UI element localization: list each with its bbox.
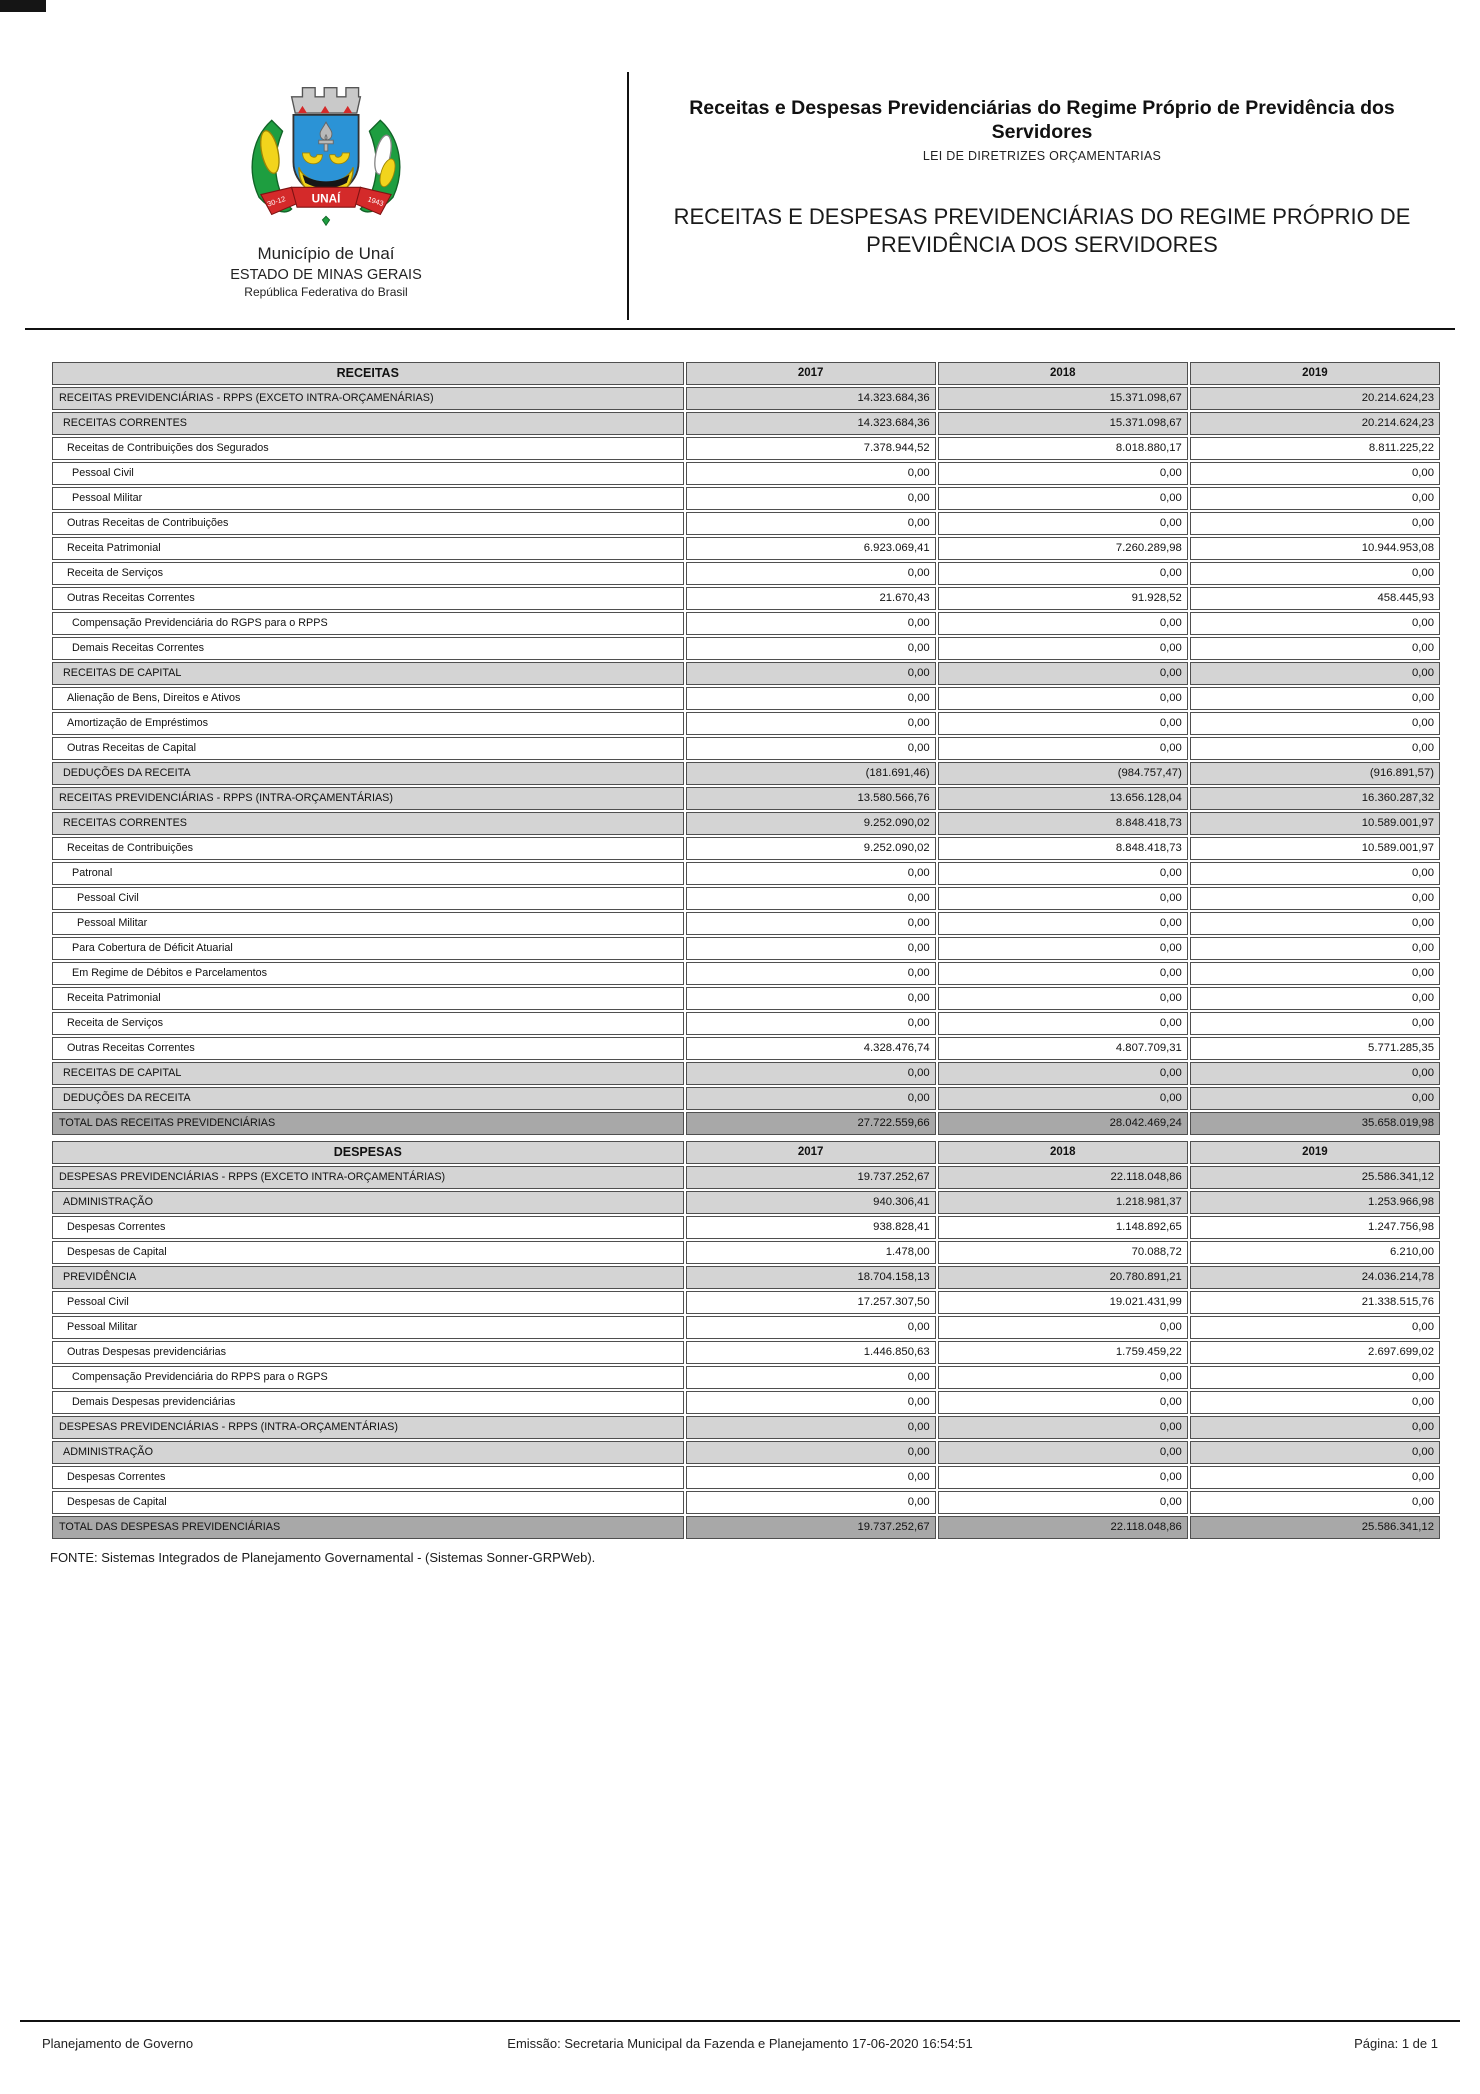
row-label-cell: TOTAL DAS RECEITAS PREVIDENCIÁRIAS xyxy=(52,1112,684,1135)
row-value-cell: 9.252.090,02 xyxy=(686,837,936,860)
row-value-cell: 8.811.225,22 xyxy=(1190,437,1440,460)
receitas-table xyxy=(50,360,1442,1137)
table-row xyxy=(52,1037,1440,1060)
row-value-cell: 10.589.001,97 xyxy=(1190,837,1440,860)
row-value-cell: 0,00 xyxy=(1190,1466,1440,1489)
row-value-cell: 0,00 xyxy=(938,1466,1188,1489)
row-label-cell: Patronal xyxy=(52,862,684,885)
table-row xyxy=(52,562,1440,585)
row-value-cell: 0,00 xyxy=(1190,962,1440,985)
row-value-cell: 0,00 xyxy=(1190,937,1440,960)
row-value-cell: 0,00 xyxy=(938,562,1188,585)
row-label-cell: Para Cobertura de Déficit Atuarial xyxy=(52,937,684,960)
year-header-cell: 2019 xyxy=(1190,1141,1440,1164)
table-row xyxy=(52,1341,1440,1364)
row-value-cell: 1.218.981,37 xyxy=(938,1191,1188,1214)
row-value-cell: 0,00 xyxy=(686,1012,936,1035)
row-label-cell: Amortização de Empréstimos xyxy=(52,712,684,735)
table-row xyxy=(52,487,1440,510)
row-label-cell: Despesas Correntes xyxy=(52,1466,684,1489)
row-label-cell: Receita de Serviços xyxy=(52,562,684,585)
row-value-cell: 0,00 xyxy=(1190,887,1440,910)
row-value-cell: 20.214.624,23 xyxy=(1190,387,1440,410)
row-value-cell: 20.780.891,21 xyxy=(938,1266,1188,1289)
row-value-cell: 0,00 xyxy=(1190,687,1440,710)
row-value-cell: 0,00 xyxy=(1190,712,1440,735)
page-header xyxy=(25,0,1455,330)
row-value-cell: 0,00 xyxy=(1190,912,1440,935)
table-row xyxy=(52,912,1440,935)
row-value-cell: 8.848.418,73 xyxy=(938,812,1188,835)
table-row xyxy=(52,1166,1440,1189)
table-row xyxy=(52,887,1440,910)
table-row xyxy=(52,1441,1440,1464)
table-row xyxy=(52,737,1440,760)
footer-module-label: Planejamento de Governo xyxy=(42,2036,194,2051)
row-value-cell: 0,00 xyxy=(686,712,936,735)
table-row xyxy=(52,662,1440,685)
row-value-cell: 22.118.048,86 xyxy=(938,1516,1188,1539)
row-label-cell: Pessoal Militar xyxy=(52,487,684,510)
row-value-cell: 0,00 xyxy=(686,862,936,885)
table-row xyxy=(52,462,1440,485)
row-value-cell: 0,00 xyxy=(686,887,936,910)
row-value-cell: 0,00 xyxy=(938,1391,1188,1414)
row-value-cell: 9.252.090,02 xyxy=(686,812,936,835)
row-label-cell: Pessoal Civil xyxy=(52,1291,684,1314)
report-title: Receitas e Despesas Previdenciárias do Regime Próprio de Previdência dos Servidores xyxy=(689,97,1395,144)
table-header-row xyxy=(52,362,1440,385)
row-label-cell: Outras Despesas previdenciárias xyxy=(52,1341,684,1364)
row-value-cell: 1.253.966,98 xyxy=(1190,1191,1440,1214)
row-value-cell: 0,00 xyxy=(1190,1366,1440,1389)
row-label-cell: Pessoal Civil xyxy=(52,462,684,485)
row-value-cell: 0,00 xyxy=(686,912,936,935)
row-value-cell: 10.944.953,08 xyxy=(1190,537,1440,560)
table-row xyxy=(52,1266,1440,1289)
row-value-cell: 0,00 xyxy=(686,487,936,510)
row-value-cell: 22.118.048,86 xyxy=(938,1166,1188,1189)
row-value-cell: 8.018.880,17 xyxy=(938,437,1188,460)
row-value-cell: 15.371.098,67 xyxy=(938,387,1188,410)
row-value-cell: 0,00 xyxy=(686,1366,936,1389)
row-value-cell: 0,00 xyxy=(938,637,1188,660)
row-value-cell: 10.589.001,97 xyxy=(1190,812,1440,835)
row-value-cell: 1.759.459,22 xyxy=(938,1341,1188,1364)
row-value-cell: 0,00 xyxy=(938,512,1188,535)
row-label-cell: Pessoal Civil xyxy=(52,887,684,910)
row-value-cell: 4.328.476,74 xyxy=(686,1037,936,1060)
row-value-cell: 16.360.287,32 xyxy=(1190,787,1440,810)
row-value-cell: 0,00 xyxy=(686,512,936,535)
row-label-cell: Receitas de Contribuições dos Segurados xyxy=(52,437,684,460)
scan-corner-mark xyxy=(0,0,46,12)
row-value-cell: 0,00 xyxy=(1190,1087,1440,1110)
row-value-cell: 0,00 xyxy=(1190,462,1440,485)
year-header-cell: 2019 xyxy=(1190,362,1440,385)
row-value-cell: 13.580.566,76 xyxy=(686,787,936,810)
table-row xyxy=(52,587,1440,610)
row-value-cell: 0,00 xyxy=(1190,487,1440,510)
row-value-cell: 0,00 xyxy=(938,662,1188,685)
row-value-cell: 0,00 xyxy=(686,1062,936,1085)
row-value-cell: 21.670,43 xyxy=(686,587,936,610)
row-value-cell: 0,00 xyxy=(686,1491,936,1514)
row-value-cell: 0,00 xyxy=(686,987,936,1010)
row-value-cell: 14.323.684,36 xyxy=(686,412,936,435)
row-value-cell: 0,00 xyxy=(938,1316,1188,1339)
table-row xyxy=(52,612,1440,635)
row-value-cell: 6.923.069,41 xyxy=(686,537,936,560)
row-value-cell: 0,00 xyxy=(938,462,1188,485)
year-header-cell: 2017 xyxy=(686,1141,936,1164)
row-value-cell: 25.586.341,12 xyxy=(1190,1166,1440,1189)
table-row xyxy=(52,1366,1440,1389)
row-value-cell: 0,00 xyxy=(686,1391,936,1414)
row-value-cell: 1.148.892,65 xyxy=(938,1216,1188,1239)
row-label-cell: Compensação Previdenciária do RGPS para o RPPS xyxy=(52,612,684,635)
tables-zone xyxy=(0,360,1480,1565)
row-value-cell: 15.371.098,67 xyxy=(938,412,1188,435)
row-label-cell: Pessoal Militar xyxy=(52,912,684,935)
row-value-cell: 0,00 xyxy=(1190,1441,1440,1464)
row-value-cell: 0,00 xyxy=(1190,1391,1440,1414)
row-value-cell: 0,00 xyxy=(1190,987,1440,1010)
page-footer xyxy=(20,2020,1460,2051)
row-label-cell: Receitas de Contribuições xyxy=(52,837,684,860)
report-title-block xyxy=(629,66,1455,328)
table-row xyxy=(52,1491,1440,1514)
row-value-cell: 91.928,52 xyxy=(938,587,1188,610)
unai-coat-of-arms-icon xyxy=(235,66,417,238)
municipality-name: Município de Unaí xyxy=(257,244,395,263)
row-label-cell: RECEITAS DE CAPITAL xyxy=(52,1062,684,1085)
row-value-cell: 0,00 xyxy=(938,737,1188,760)
table-row xyxy=(52,862,1440,885)
row-value-cell: 940.306,41 xyxy=(686,1191,936,1214)
row-label-cell: TOTAL DAS DESPESAS PREVIDENCIÁRIAS xyxy=(52,1516,684,1539)
table-title-cell: RECEITAS xyxy=(52,362,684,385)
row-value-cell: 0,00 xyxy=(1190,1316,1440,1339)
row-value-cell: 0,00 xyxy=(686,937,936,960)
table-header-row xyxy=(52,1141,1440,1164)
row-label-cell: ADMINISTRAÇÃO xyxy=(52,1191,684,1214)
row-value-cell: 0,00 xyxy=(938,1416,1188,1439)
row-value-cell: 24.036.214,78 xyxy=(1190,1266,1440,1289)
row-value-cell: 5.771.285,35 xyxy=(1190,1037,1440,1060)
row-value-cell: 0,00 xyxy=(1190,612,1440,635)
report-subtitle: LEI DE DIRETRIZES ORÇAMENTARIAS xyxy=(922,148,1162,163)
table-row xyxy=(52,512,1440,535)
municipality-block xyxy=(25,66,627,328)
row-value-cell: 35.658.019,98 xyxy=(1190,1112,1440,1135)
row-label-cell: Despesas Correntes xyxy=(52,1216,684,1239)
table-row xyxy=(52,687,1440,710)
row-value-cell: (916.891,57) xyxy=(1190,762,1440,785)
row-value-cell: 0,00 xyxy=(686,1416,936,1439)
row-value-cell: 21.338.515,76 xyxy=(1190,1291,1440,1314)
table-row xyxy=(52,387,1440,410)
row-label-cell: Outras Receitas de Capital xyxy=(52,737,684,760)
table-row xyxy=(52,937,1440,960)
table-row xyxy=(52,1216,1440,1239)
row-value-cell: 8.848.418,73 xyxy=(938,837,1188,860)
row-value-cell: 0,00 xyxy=(1190,662,1440,685)
row-label-cell: DESPESAS PREVIDENCIÁRIAS - RPPS (INTRA-ORÇAMENTÁRIAS) xyxy=(52,1416,684,1439)
row-value-cell: 7.260.289,98 xyxy=(938,537,1188,560)
row-value-cell: 4.807.709,31 xyxy=(938,1037,1188,1060)
row-label-cell: Despesas de Capital xyxy=(52,1491,684,1514)
row-value-cell: 0,00 xyxy=(686,462,936,485)
crest-ribbon-date-right: 1943 xyxy=(366,194,385,208)
table-row xyxy=(52,1087,1440,1110)
row-value-cell: 0,00 xyxy=(686,562,936,585)
row-label-cell: Em Regime de Débitos e Parcelamentos xyxy=(52,962,684,985)
row-label-cell: RECEITAS CORRENTES xyxy=(52,412,684,435)
country-name: República Federativa do Brasil xyxy=(244,285,408,299)
row-value-cell: 0,00 xyxy=(1190,1491,1440,1514)
table-row xyxy=(52,1316,1440,1339)
table-row xyxy=(52,412,1440,435)
row-value-cell: 0,00 xyxy=(686,612,936,635)
table-row xyxy=(52,812,1440,835)
row-label-cell: Receita Patrimonial xyxy=(52,987,684,1010)
row-value-cell: 0,00 xyxy=(1190,512,1440,535)
row-value-cell: 0,00 xyxy=(686,662,936,685)
row-label-cell: DEDUÇÕES DA RECEITA xyxy=(52,762,684,785)
row-value-cell: 0,00 xyxy=(938,1062,1188,1085)
despesas-table xyxy=(50,1139,1442,1541)
row-value-cell: 0,00 xyxy=(686,737,936,760)
row-label-cell: DEDUÇÕES DA RECEITA xyxy=(52,1087,684,1110)
row-value-cell: 0,00 xyxy=(938,962,1188,985)
row-value-cell: 0,00 xyxy=(1190,562,1440,585)
row-value-cell: 0,00 xyxy=(1190,1012,1440,1035)
report-title-caps: RECEITAS E DESPESAS PREVIDENCIÁRIAS DO REGIME PRÓPRIO DE PREVIDÊNCIA DOS SERVIDORES xyxy=(673,203,1411,258)
row-value-cell: 19.737.252,67 xyxy=(686,1166,936,1189)
row-value-cell: 6.210,00 xyxy=(1190,1241,1440,1264)
row-value-cell: 0,00 xyxy=(686,1466,936,1489)
row-label-cell: Compensação Previdenciária do RPPS para o RGPS xyxy=(52,1366,684,1389)
row-value-cell: 19.021.431,99 xyxy=(938,1291,1188,1314)
row-label-cell: Outras Receitas de Contribuições xyxy=(52,512,684,535)
row-value-cell: (181.691,46) xyxy=(686,762,936,785)
row-value-cell: 2.697.699,02 xyxy=(1190,1341,1440,1364)
row-value-cell: 0,00 xyxy=(1190,737,1440,760)
row-label-cell: Receita Patrimonial xyxy=(52,537,684,560)
row-label-cell: RECEITAS PREVIDENCIÁRIAS - RPPS (EXCETO INTRA-ORÇAMENÁRIAS) xyxy=(52,387,684,410)
table-row xyxy=(52,1112,1440,1135)
row-value-cell: 0,00 xyxy=(686,1316,936,1339)
table-row xyxy=(52,637,1440,660)
row-value-cell: 0,00 xyxy=(938,712,1188,735)
row-value-cell: 0,00 xyxy=(938,687,1188,710)
source-note: FONTE: Sistemas Integrados de Planejamento Governamental - (Sistemas Sonner-GRPWeb). xyxy=(50,1550,596,1565)
table-row xyxy=(52,762,1440,785)
year-header-cell: 2018 xyxy=(938,1141,1188,1164)
row-value-cell: 28.042.469,24 xyxy=(938,1112,1188,1135)
row-value-cell: 25.586.341,12 xyxy=(1190,1516,1440,1539)
table-row xyxy=(52,787,1440,810)
row-value-cell: 0,00 xyxy=(1190,637,1440,660)
row-value-cell: 17.257.307,50 xyxy=(686,1291,936,1314)
row-label-cell: PREVIDÊNCIA xyxy=(52,1266,684,1289)
row-value-cell: 14.323.684,36 xyxy=(686,387,936,410)
row-value-cell: 0,00 xyxy=(686,687,936,710)
table-row xyxy=(52,1012,1440,1035)
table-row xyxy=(52,1191,1440,1214)
row-value-cell: 0,00 xyxy=(938,1087,1188,1110)
table-row xyxy=(52,837,1440,860)
row-value-cell: 0,00 xyxy=(938,612,1188,635)
row-value-cell: 0,00 xyxy=(938,937,1188,960)
row-value-cell: 0,00 xyxy=(1190,862,1440,885)
row-value-cell: 18.704.158,13 xyxy=(686,1266,936,1289)
row-label-cell: RECEITAS CORRENTES xyxy=(52,812,684,835)
row-value-cell: (984.757,47) xyxy=(938,762,1188,785)
table-row xyxy=(52,1466,1440,1489)
row-label-cell: Alienação de Bens, Direitos e Ativos xyxy=(52,687,684,710)
row-value-cell: 1.247.756,98 xyxy=(1190,1216,1440,1239)
table-row xyxy=(52,1291,1440,1314)
table-row xyxy=(52,1391,1440,1414)
table-row xyxy=(52,537,1440,560)
row-label-cell: Receita de Serviços xyxy=(52,1012,684,1035)
table-title-cell: DESPESAS xyxy=(52,1141,684,1164)
row-value-cell: 0,00 xyxy=(686,637,936,660)
year-header-cell: 2018 xyxy=(938,362,1188,385)
row-label-cell: Outras Receitas Correntes xyxy=(52,1037,684,1060)
row-value-cell: 0,00 xyxy=(1190,1062,1440,1085)
row-value-cell: 0,00 xyxy=(686,962,936,985)
row-value-cell: 13.656.128,04 xyxy=(938,787,1188,810)
row-label-cell: RECEITAS DE CAPITAL xyxy=(52,662,684,685)
row-label-cell: Pessoal Militar xyxy=(52,1316,684,1339)
table-row xyxy=(52,1241,1440,1264)
row-label-cell: DESPESAS PREVIDENCIÁRIAS - RPPS (EXCETO INTRA-ORÇAMENTÁRIAS) xyxy=(52,1166,684,1189)
row-label-cell: Despesas de Capital xyxy=(52,1241,684,1264)
row-value-cell: 458.445,93 xyxy=(1190,587,1440,610)
row-label-cell: RECEITAS PREVIDENCIÁRIAS - RPPS (INTRA-ORÇAMENTÁRIAS) xyxy=(52,787,684,810)
row-value-cell: 0,00 xyxy=(938,862,1188,885)
row-value-cell: 938.828,41 xyxy=(686,1216,936,1239)
crest-ribbon-date-left: 30-12 xyxy=(266,194,287,209)
row-value-cell: 19.737.252,67 xyxy=(686,1516,936,1539)
row-label-cell: Demais Receitas Correntes xyxy=(52,637,684,660)
row-value-cell: 0,00 xyxy=(938,987,1188,1010)
footer-emission-info: Emissão: Secretaria Municipal da Fazenda e Planejamento 17-06-2020 16:54:51 xyxy=(507,2036,973,2051)
table-row xyxy=(52,1416,1440,1439)
row-value-cell: 70.088,72 xyxy=(938,1241,1188,1264)
table-row xyxy=(52,1062,1440,1085)
row-value-cell: 27.722.559,66 xyxy=(686,1112,936,1135)
state-name: ESTADO DE MINAS GERAIS xyxy=(230,267,422,283)
row-value-cell: 0,00 xyxy=(938,912,1188,935)
footer-page-number: Página: 1 de 1 xyxy=(1354,2036,1438,2051)
row-value-cell: 0,00 xyxy=(1190,1416,1440,1439)
table-row xyxy=(52,437,1440,460)
row-value-cell: 1.446.850,63 xyxy=(686,1341,936,1364)
table-row xyxy=(52,1516,1440,1539)
row-label-cell: Demais Despesas previdenciárias xyxy=(52,1391,684,1414)
row-label-cell: Outras Receitas Correntes xyxy=(52,587,684,610)
row-value-cell: 0,00 xyxy=(938,487,1188,510)
table-row xyxy=(52,712,1440,735)
row-value-cell: 0,00 xyxy=(938,1441,1188,1464)
table-row xyxy=(52,987,1440,1010)
row-value-cell: 0,00 xyxy=(686,1441,936,1464)
row-value-cell: 7.378.944,52 xyxy=(686,437,936,460)
year-header-cell: 2017 xyxy=(686,362,936,385)
row-label-cell: ADMINISTRAÇÃO xyxy=(52,1441,684,1464)
crest-ribbon-name: UNAÍ xyxy=(311,192,341,206)
row-value-cell: 0,00 xyxy=(938,887,1188,910)
row-value-cell: 20.214.624,23 xyxy=(1190,412,1440,435)
row-value-cell: 0,00 xyxy=(686,1087,936,1110)
row-value-cell: 0,00 xyxy=(938,1366,1188,1389)
table-row xyxy=(52,962,1440,985)
row-value-cell: 0,00 xyxy=(938,1012,1188,1035)
row-value-cell: 0,00 xyxy=(938,1491,1188,1514)
row-value-cell: 1.478,00 xyxy=(686,1241,936,1264)
